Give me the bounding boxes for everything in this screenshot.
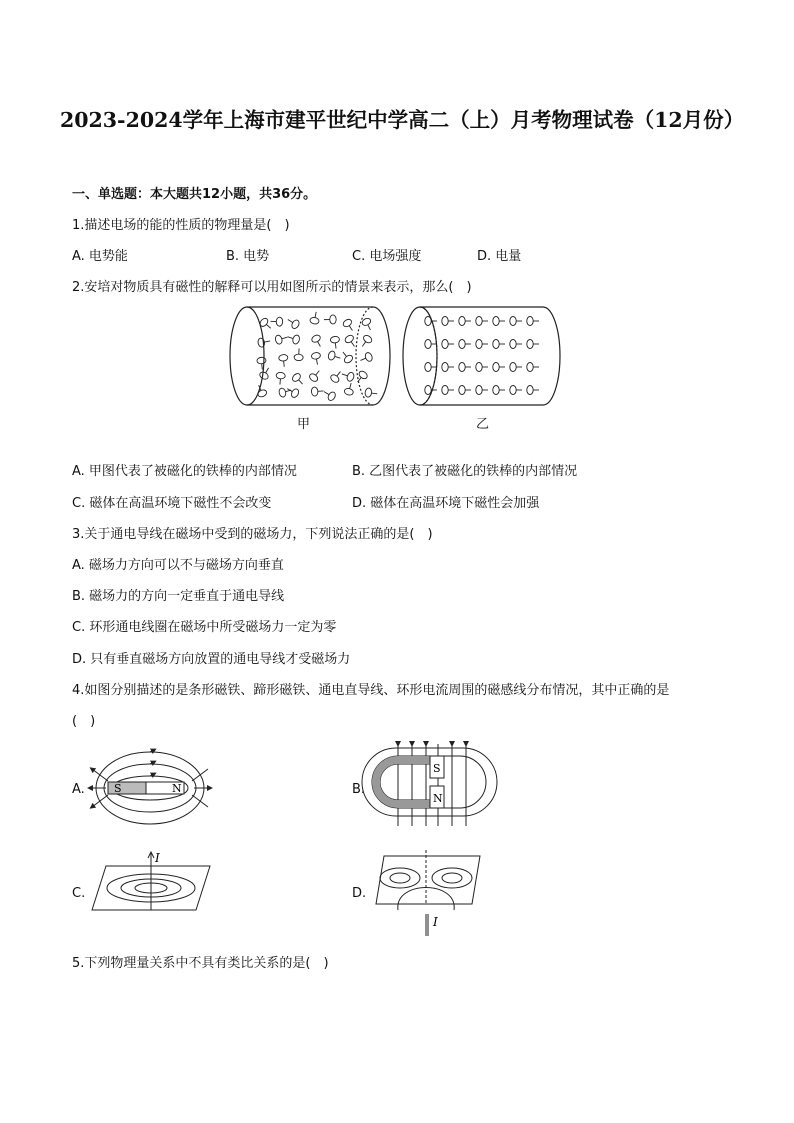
q4-figure-b-horseshoe-magnet bbox=[368, 740, 490, 832]
q1-option-c: C. 电场强度 bbox=[352, 249, 422, 264]
figure-caption-yi: 乙 bbox=[476, 417, 490, 432]
molecular-current-glyph bbox=[425, 340, 437, 349]
molecular-current-glyph bbox=[285, 316, 300, 330]
horseshoe-north-label: N bbox=[433, 792, 443, 805]
question-2-stem: 2.安培对物质具有磁性的解释可以用如图所示的情景来表示，那么( ) bbox=[72, 280, 472, 295]
molecular-current-glyph bbox=[257, 357, 267, 370]
current-label-d: I bbox=[433, 915, 438, 929]
q3-option-b: B. 磁场力的方向一定垂直于通电导线 bbox=[72, 589, 285, 604]
molecular-current-glyph bbox=[510, 317, 522, 326]
molecular-current-glyph bbox=[442, 340, 454, 349]
molecular-current-glyph bbox=[257, 337, 271, 348]
molecular-current-glyph bbox=[311, 352, 322, 366]
q4-option-a-letter: A. bbox=[72, 782, 85, 797]
q4-option-b-letter: B. bbox=[352, 782, 366, 797]
molecular-current-glyph bbox=[459, 340, 471, 349]
q4-figure-a-bar-magnet bbox=[86, 745, 214, 833]
q1-option-d: D. 电量 bbox=[477, 249, 522, 264]
molecular-current-glyph bbox=[330, 336, 340, 349]
molecular-current-glyph bbox=[274, 333, 288, 345]
q3-option-d: D. 只有垂直磁场方向放置的通电导线才受磁场力 bbox=[72, 652, 351, 667]
q2-option-b: B. 乙图代表了被磁化的铁棒的内部情况 bbox=[352, 464, 578, 479]
molecular-current-glyph bbox=[510, 363, 522, 372]
molecular-current-glyph bbox=[285, 385, 300, 399]
molecular-current-glyph bbox=[342, 318, 356, 333]
q4-option-c-letter: C. bbox=[72, 886, 86, 901]
molecular-current-glyph bbox=[476, 386, 488, 395]
molecular-current-glyph bbox=[527, 386, 539, 395]
molecular-current-glyph bbox=[286, 332, 300, 344]
south-pole-label: S bbox=[114, 782, 122, 795]
molecular-current-glyph bbox=[527, 363, 539, 372]
north-pole-label: N bbox=[172, 782, 182, 795]
question-1-stem: 1.描述电场的能的性质的物理量是( ) bbox=[72, 218, 290, 233]
molecular-current-glyph bbox=[270, 317, 283, 326]
section-heading: 一、单选题：本大题共12小题，共36分。 bbox=[72, 187, 317, 202]
q4-option-d-letter: D. bbox=[352, 886, 367, 901]
molecular-current-glyph bbox=[344, 382, 356, 396]
molecular-current-glyph bbox=[365, 388, 378, 399]
molecular-current-glyph bbox=[327, 350, 341, 362]
q4-figure-c-straight-wire bbox=[88, 850, 216, 914]
q2-option-a: A. 甲图代表了被磁化的铁棒的内部情况 bbox=[72, 464, 297, 479]
molecular-current-glyph bbox=[493, 386, 505, 395]
q1-option-a: A. 电势能 bbox=[72, 249, 128, 264]
current-label-c: I bbox=[155, 851, 160, 865]
molecular-current-glyph bbox=[442, 386, 454, 395]
molecular-current-glyph bbox=[291, 372, 306, 387]
molecular-current-glyph bbox=[459, 363, 471, 372]
figure-caption-jia: 甲 bbox=[297, 417, 311, 432]
molecular-current-glyph bbox=[324, 315, 336, 324]
question-5-stem: 5.下列物理量关系中不具有类比关系的是( ) bbox=[72, 956, 329, 971]
molecular-current-glyph bbox=[493, 340, 505, 349]
question-4-stem: 4.如图分别描述的是条形磁铁、蹄形磁铁、通电直导线、环形电流周围的磁感线分布情况，其中正确的是 bbox=[72, 683, 670, 698]
q2-option-d: D. 磁体在高温环境下磁性会加强 bbox=[352, 496, 540, 511]
molecular-current-glyph bbox=[308, 368, 323, 383]
q4-figure-d-loop-current bbox=[370, 850, 488, 938]
disordered-molecular-currents bbox=[255, 311, 378, 402]
molecular-current-glyph bbox=[442, 317, 454, 326]
molecular-current-glyph bbox=[294, 348, 304, 361]
molecular-current-glyph bbox=[278, 354, 288, 367]
molecular-current-glyph bbox=[361, 317, 375, 332]
molecular-current-glyph bbox=[442, 363, 454, 372]
molecular-current-glyph bbox=[339, 349, 354, 364]
molecular-current-glyph bbox=[329, 369, 344, 384]
molecular-current-glyph bbox=[510, 386, 522, 395]
q2-figure bbox=[225, 303, 570, 413]
molecular-current-glyph bbox=[322, 388, 337, 402]
molecular-current-glyph bbox=[459, 317, 471, 326]
molecular-current-glyph bbox=[311, 334, 325, 349]
aligned-molecular-currents bbox=[425, 317, 539, 395]
q2-option-c: C. 磁体在高温环境下磁性不会改变 bbox=[72, 496, 272, 511]
molecular-current-glyph bbox=[510, 340, 522, 349]
molecular-current-glyph bbox=[359, 334, 373, 349]
q1-option-b: B. 电势 bbox=[226, 249, 270, 264]
question-3-stem: 3.关于通电导线在磁场中受到的磁场力，下列说法正确的是( ) bbox=[72, 527, 433, 542]
molecular-current-glyph bbox=[425, 363, 437, 372]
molecular-current-glyph bbox=[527, 317, 539, 326]
molecular-current-glyph bbox=[258, 366, 272, 381]
molecular-current-glyph bbox=[476, 317, 488, 326]
page-title: 2023-2024学年上海市建平世纪中学高二（上）月考物理试卷（12月份） bbox=[60, 108, 745, 132]
molecular-current-glyph bbox=[354, 370, 369, 385]
question-4-stem-cont: ( ) bbox=[72, 714, 96, 729]
molecular-current-glyph bbox=[493, 317, 505, 326]
molecular-current-glyph bbox=[476, 363, 488, 372]
molecular-current-glyph bbox=[311, 386, 324, 396]
horseshoe-south-label: S bbox=[433, 762, 441, 775]
molecular-current-glyph bbox=[359, 352, 374, 365]
molecular-current-glyph bbox=[527, 340, 539, 349]
molecular-current-glyph bbox=[476, 340, 488, 349]
molecular-current-glyph bbox=[459, 386, 471, 395]
molecular-current-glyph bbox=[309, 311, 320, 325]
molecular-current-glyph bbox=[493, 363, 505, 372]
q3-option-a: A. 磁场力方向可以不与磁场方向垂直 bbox=[72, 558, 284, 573]
molecular-current-glyph bbox=[278, 386, 292, 398]
molecular-current-glyph bbox=[341, 370, 355, 382]
molecular-current-glyph bbox=[275, 372, 285, 385]
q3-option-c: C. 环形通电线圈在磁场中所受磁场力一定为零 bbox=[72, 620, 337, 635]
